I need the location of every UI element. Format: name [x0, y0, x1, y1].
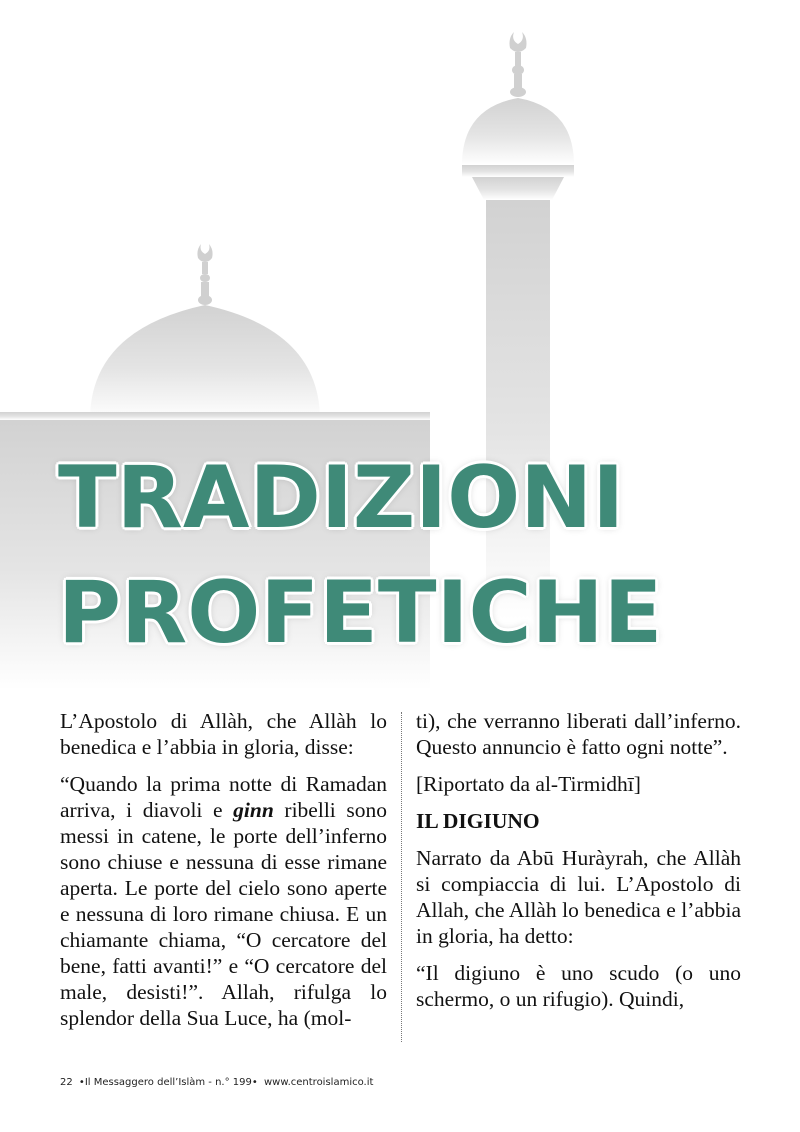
- page-footer: [60, 1077, 376, 1088]
- source-citation: [Riportato da al-Tirmidhī]: [416, 772, 641, 796]
- hadith-continuation: ti), che verranno liberati dall’inferno. Questo annuncio è fatto ogni notte”.: [416, 709, 741, 759]
- right-text-column: [416, 708, 741, 1023]
- page-number: 22: [60, 1077, 73, 1088]
- narration-paragraph: Narrato da Abū Huràyrah, che Allàh si compiaccia di lui. L’Apostolo di Allah, che Allàh lo benedica e l’abbia in gloria, ha detto:: [416, 846, 741, 948]
- section-heading: IL DIGIUNO: [416, 809, 540, 833]
- ginn-emphasis: ginn: [233, 798, 274, 822]
- fasting-quote-paragraph: “Il digiuno è uno scudo (o uno schermo, o un rifugio). Quindi,: [416, 961, 741, 1011]
- column-divider: [401, 712, 402, 1042]
- hadith-paragraph: “Quando la prima notte di Ramadan arriva, i diavoli e ginn ribelli sono messi in catene, le porte dell’inferno sono chiuse e nessuna di esse rimane aperta. Le porte del cielo sono aperte e nessuna di loro rimane chiusa. E un chiamante chiama, “O cercatore del bene, fatti avanti!” e “O cercatore del male, desisti!”. Allah, rifulga lo splendor della Sua Luce, ha (mol-: [60, 772, 387, 1030]
- left-text-column: [60, 708, 387, 1042]
- page-title-line1: TRADIZIONI: [58, 448, 625, 548]
- publication-name: •Il Messaggero dell’Islàm - n.° 199•: [78, 1077, 258, 1088]
- website-link[interactable]: www.centroislamico.it: [263, 1077, 374, 1088]
- page-title-line2: PROFETICHE: [58, 563, 663, 663]
- intro-paragraph: L’Apostolo di Allàh, che Allàh lo benedica e l’abbia in gloria, disse:: [60, 709, 387, 759]
